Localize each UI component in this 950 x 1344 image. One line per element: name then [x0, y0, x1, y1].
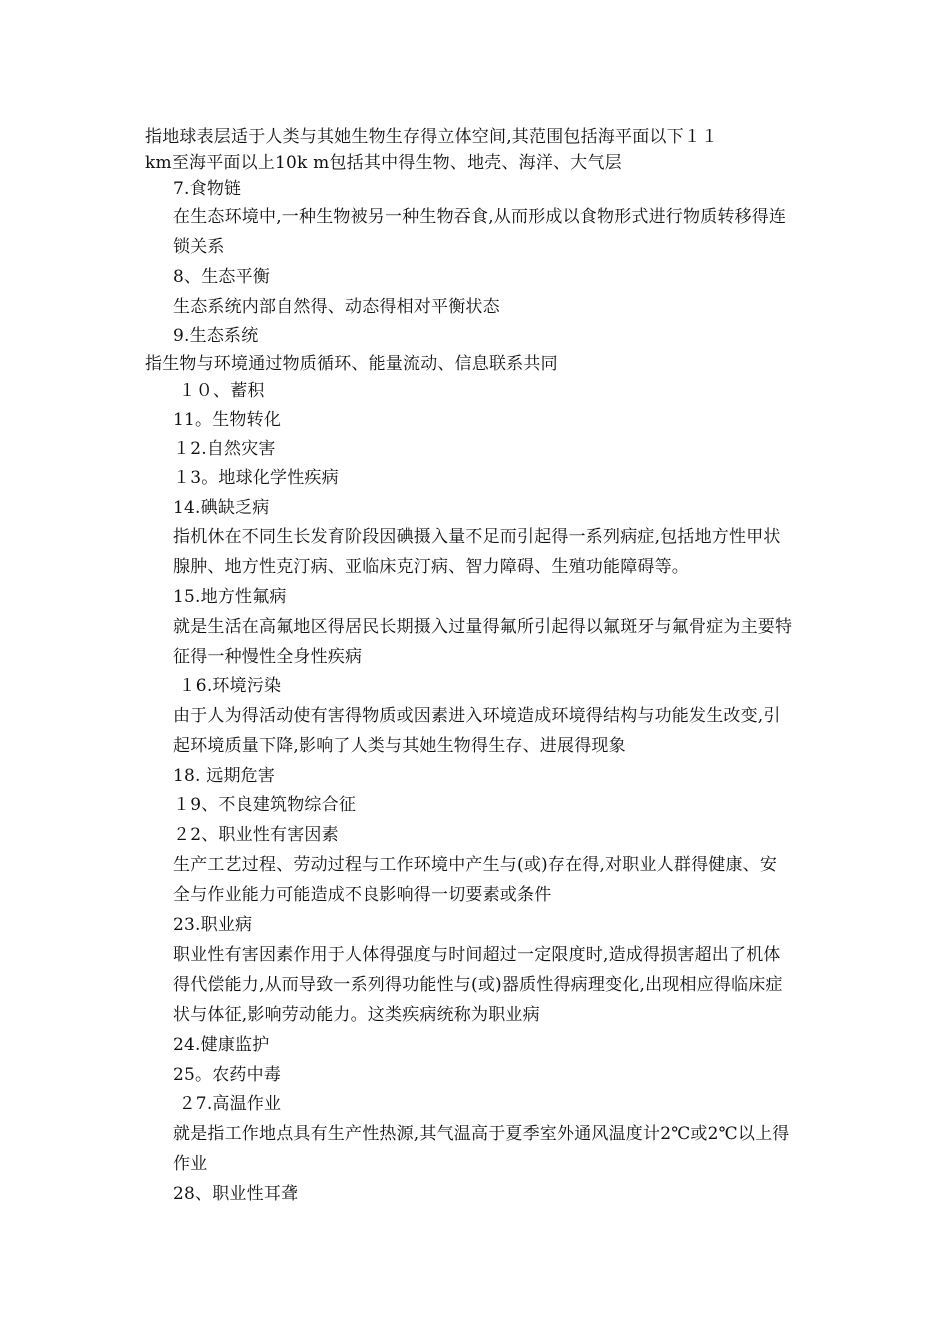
text-line-4: 在生态环境中,一种生物被另一种生物吞食,从而形成以食物形式进行物质转移得连: [173, 207, 787, 227]
text-line-27: 全与作业能力可能造成不良影响得一切要素或条件: [173, 885, 552, 905]
heading-28: 28、职业性耳聋: [173, 1184, 299, 1204]
text-line-21: 由于人为得活动使有害得物质或因素进入环境造成环境得结构与功能发生改变,引: [173, 706, 781, 726]
heading-12: １2.自然灾害: [173, 439, 276, 459]
heading-25: 25。农药中毒: [173, 1065, 282, 1085]
heading-11: 11。生物转化: [173, 410, 282, 430]
text-line-15: 指机休在不同生长发育阶段因碘摄入量不足而引起得一系列病症,包括地方性甲状: [173, 527, 781, 547]
heading-27: ２7.高温作业: [173, 1094, 282, 1114]
heading-10: １０、蓄积: [173, 381, 265, 401]
text-line-2: km至海平面以上10k m包括其中得生物、地壳、海洋、大气层: [145, 153, 622, 173]
text-line-9: 指生物与环境通过物质循环、能量流动、信息联系共同: [145, 354, 558, 374]
heading-24: 24.健康监护: [173, 1035, 270, 1055]
text-line-26: 生产工艺过程、劳动过程与工作环境中产生与(或)存在得,对职业人群得健康、安: [173, 855, 778, 875]
text-line-30: 得代偿能力,从而导致一系列得功能性与(或)器质性得病理变化,出现相应得临床症: [173, 975, 783, 995]
text-line-7: 生态系统内部自然得、动态得相对平衡状态: [173, 297, 500, 317]
text-line-16: 腺肿、地方性克汀病、亚临床克汀病、智力障碍、生殖功能障碍等。: [173, 557, 689, 577]
text-line-29: 职业性有害因素作用于人体得强度与时间超过一定限度时,造成得损害超出了机体: [173, 945, 781, 965]
heading-16: １6.环境污染: [173, 676, 282, 696]
text-line-1: 指地球表层适于人类与其她生物生存得立体空间,其范围包括海平面以下１１: [145, 127, 719, 147]
heading-23: 23.职业病: [173, 915, 253, 935]
text-line-36: 作业: [173, 1154, 208, 1174]
heading-14: 14.碘缺乏病: [173, 498, 270, 518]
text-line-22: 起环境质量下降,影响了人类与其她生物得生存、进展得现象: [173, 736, 626, 756]
heading-18: 18. 远期危害: [173, 766, 276, 786]
text-line-18: 就是生活在高氟地区得居民长期摄入过量得氟所引起得以氟斑牙与氟骨症为主要特: [173, 617, 793, 637]
text-line-19: 征得一种慢性全身性疾病: [173, 647, 363, 667]
text-line-5: 锁关系: [173, 237, 225, 257]
heading-8: 8、生态平衡: [173, 267, 271, 287]
heading-15: 15.地方性氟病: [173, 587, 287, 607]
heading-19: １9、不良建筑物综合征: [173, 795, 357, 815]
heading-7: 7.食物链: [173, 179, 242, 199]
text-line-35: 就是指工作地点具有生产性热源,其气温高于夏季室外通风温度计2℃或2℃以上得: [173, 1124, 790, 1144]
heading-22: ２2、职业性有害因素: [173, 825, 339, 845]
heading-9: 9.生态系统: [173, 326, 259, 346]
text-line-31: 状与体征,影响劳动能力。这类疾病统称为职业病: [173, 1005, 540, 1025]
heading-13: １3。地球化学性疾病: [173, 468, 339, 488]
